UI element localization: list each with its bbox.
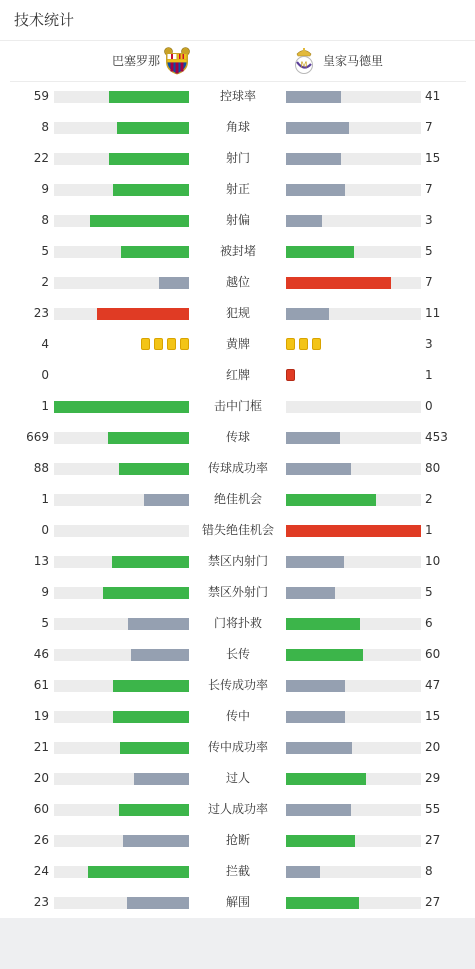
away-stat-bar-fill <box>286 897 359 909</box>
home-stat-value: 13 <box>33 554 49 568</box>
home-stat-bar-fill <box>103 587 189 599</box>
away-stat-value: 1 <box>425 368 433 382</box>
home-stat-bar-fill <box>90 215 189 227</box>
stat-row <box>0 670 475 701</box>
home-stat-bar <box>54 246 189 258</box>
away-stat-value: 5 <box>425 585 433 599</box>
stat-label: 角球 <box>225 120 250 134</box>
home-stat-bar <box>54 277 189 289</box>
home-stat-value: 26 <box>33 833 49 847</box>
home-stat-bar-fill <box>113 680 189 692</box>
stat-label: 解围 <box>225 895 250 909</box>
yellow-card-icon <box>141 338 150 350</box>
home-stat-bar-fill <box>131 649 189 661</box>
away-stat-value: 7 <box>425 275 433 289</box>
home-stat-bar <box>54 91 189 103</box>
away-stat-value: 453 <box>425 430 448 444</box>
away-stat-bar <box>286 866 421 878</box>
away-stat-bar-fill <box>286 742 352 754</box>
away-stat-bar <box>286 246 421 258</box>
away-stat-bar-fill <box>286 773 366 785</box>
stat-label: 抢断 <box>225 833 250 847</box>
away-stat-value: 3 <box>425 337 433 351</box>
away-stat-bar <box>286 215 421 227</box>
away-stat-bar-fill <box>286 184 345 196</box>
away-stat-value: 1 <box>425 523 433 537</box>
stat-label: 黄牌 <box>225 337 250 351</box>
stat-row <box>0 794 475 825</box>
stat-label: 射正 <box>225 182 250 196</box>
away-stat-bar-fill <box>286 649 363 661</box>
stat-label: 禁区外射门 <box>207 585 268 599</box>
away-stat-bar-fill <box>286 432 340 444</box>
home-team-name: 巴塞罗那 <box>111 54 160 68</box>
away-stat-bar-fill <box>286 556 344 568</box>
home-stat-bar-fill <box>54 401 189 413</box>
home-stat-value: 9 <box>41 182 49 196</box>
away-stat-bar-fill <box>286 494 376 506</box>
away-stat-bar-fill <box>286 463 351 475</box>
home-stat-bar <box>54 153 189 165</box>
stat-label: 绝佳机会 <box>213 492 262 506</box>
stat-row <box>0 577 475 608</box>
away-stat-bar <box>286 649 421 661</box>
home-stat-bar-fill <box>121 246 189 258</box>
stat-label: 控球率 <box>219 89 256 103</box>
home-stat-bar-fill <box>127 897 189 909</box>
home-stat-bar <box>54 897 189 909</box>
stat-row <box>0 825 475 856</box>
home-stat-bar <box>54 711 189 723</box>
section-title: 技术统计 <box>14 11 75 29</box>
stat-label: 越位 <box>225 275 250 289</box>
away-stat-value: 7 <box>425 120 433 134</box>
home-team[interactable] <box>112 47 190 75</box>
away-stat-bar <box>286 432 421 444</box>
away-stat-value: 7 <box>425 182 433 196</box>
home-stat-bar <box>54 215 189 227</box>
home-stat-bar <box>54 649 189 661</box>
stat-label: 拦截 <box>225 864 250 878</box>
away-stat-value: 11 <box>425 306 441 320</box>
stat-row <box>0 112 475 143</box>
away-stat-bar-fill <box>286 308 329 320</box>
home-stat-bar-fill <box>119 463 189 475</box>
home-stat-bar-fill <box>119 804 189 816</box>
away-stat-value: 3 <box>425 213 433 227</box>
home-stat-bar <box>54 742 189 754</box>
away-stat-bar-fill <box>286 122 349 134</box>
yellow-card-icon <box>154 338 163 350</box>
stat-row <box>0 453 475 484</box>
away-stat-value: 80 <box>425 461 441 475</box>
home-stat-bar-fill <box>109 153 189 165</box>
home-stat-value: 60 <box>33 802 49 816</box>
home-stat-bar-fill <box>117 122 189 134</box>
home-stat-bar-fill <box>159 277 189 289</box>
stat-row <box>0 143 475 174</box>
yellow-card-icon <box>167 338 176 350</box>
home-stat-value: 23 <box>33 306 49 320</box>
home-stat-bar-fill <box>123 835 189 847</box>
away-stat-bar <box>286 401 421 413</box>
away-stat-bar-fill <box>286 215 322 227</box>
home-stat-bar-fill <box>144 494 189 506</box>
home-stat-value: 1 <box>41 399 49 413</box>
stat-row <box>0 484 475 515</box>
header-divider <box>0 40 475 41</box>
away-stat-bar-fill <box>286 153 341 165</box>
stat-row <box>0 205 475 236</box>
home-stat-bar <box>54 494 189 506</box>
stat-label: 传球 <box>225 430 250 444</box>
away-stat-bar <box>286 525 421 537</box>
away-stat-bar <box>286 711 421 723</box>
stat-label: 错失绝佳机会 <box>201 523 274 537</box>
away-stat-value: 15 <box>425 709 441 723</box>
home-stat-bar <box>54 122 189 134</box>
stat-label: 犯规 <box>225 306 250 320</box>
home-stat-value: 0 <box>41 523 49 537</box>
yellow-card-icon <box>286 338 295 350</box>
away-stat-bar <box>286 308 421 320</box>
away-stat-bar-fill <box>286 835 355 847</box>
away-stat-value: 41 <box>425 89 441 103</box>
away-stat-bar <box>286 680 421 692</box>
away-stat-bar <box>286 804 421 816</box>
stat-label: 红牌 <box>225 368 250 382</box>
home-stat-bar-fill <box>108 432 189 444</box>
stat-label: 门将扑救 <box>213 616 262 630</box>
stat-label: 传中 <box>225 709 250 723</box>
home-stat-bar <box>54 556 189 568</box>
stat-row <box>0 422 475 453</box>
home-stat-bar <box>54 618 189 630</box>
away-stat-bar <box>286 773 421 785</box>
home-stat-bar-fill <box>88 866 189 878</box>
stat-label: 过人 <box>225 771 250 785</box>
home-stat-value: 669 <box>26 430 49 444</box>
home-stat-bar-fill <box>120 742 189 754</box>
home-stat-bar <box>54 308 189 320</box>
away-stat-bar-fill <box>286 618 360 630</box>
away-stat-bar <box>286 494 421 506</box>
home-stat-bar-fill <box>113 184 189 196</box>
home-stat-bar-fill <box>128 618 189 630</box>
stat-row <box>0 732 475 763</box>
stat-label: 过人成功率 <box>207 802 268 816</box>
away-stat-bar <box>286 153 421 165</box>
stat-row <box>0 515 475 546</box>
home-stat-value: 88 <box>33 461 49 475</box>
away-stat-bar-fill <box>286 804 351 816</box>
away-stat-bar-fill <box>286 680 345 692</box>
home-stat-bar-fill <box>112 556 189 568</box>
stat-row <box>0 701 475 732</box>
away-red-cards <box>286 369 295 383</box>
home-stat-value: 59 <box>33 89 49 103</box>
away-stat-bar-fill <box>286 525 421 537</box>
away-stat-bar <box>286 587 421 599</box>
home-stat-bar-fill <box>113 711 189 723</box>
home-stat-value: 24 <box>33 864 49 878</box>
yellow-card-icon <box>180 338 189 350</box>
real-madrid-crest-icon <box>291 47 317 75</box>
home-stat-value: 22 <box>33 151 49 165</box>
home-stat-value: 4 <box>41 337 49 351</box>
svg-text:M: M <box>300 60 308 70</box>
home-stat-bar <box>54 680 189 692</box>
away-stat-bar <box>286 618 421 630</box>
stat-label: 传球成功率 <box>207 461 268 475</box>
away-stat-bar <box>286 91 421 103</box>
away-stat-bar <box>286 742 421 754</box>
home-stat-value: 23 <box>33 895 49 909</box>
away-team[interactable] <box>291 47 383 75</box>
home-stat-bar <box>54 835 189 847</box>
away-stat-bar <box>286 184 421 196</box>
home-stat-bar <box>54 587 189 599</box>
away-stat-bar-fill <box>286 587 335 599</box>
home-stat-bar <box>54 804 189 816</box>
away-stat-bar-fill <box>286 866 320 878</box>
home-stat-bar-fill <box>109 91 189 103</box>
home-stat-bar <box>54 401 189 413</box>
away-stat-value: 27 <box>425 833 441 847</box>
yellow-card-icon <box>312 338 321 350</box>
away-stat-bar <box>286 277 421 289</box>
away-stat-bar-fill <box>286 711 345 723</box>
stat-row <box>0 267 475 298</box>
home-stat-value: 5 <box>41 244 49 258</box>
away-stat-bar <box>286 122 421 134</box>
stat-label: 击中门框 <box>213 399 262 413</box>
away-stat-bar <box>286 835 421 847</box>
stat-label: 长传 <box>225 647 250 661</box>
home-stat-value: 9 <box>41 585 49 599</box>
stats-list <box>0 81 475 918</box>
away-stat-bar-fill <box>286 277 391 289</box>
away-stat-value: 8 <box>425 864 433 878</box>
home-stat-bar-fill <box>134 773 189 785</box>
away-team-name: 皇家马德里 <box>323 54 384 68</box>
away-stat-value: 0 <box>425 399 433 413</box>
away-stat-value: 5 <box>425 244 433 258</box>
stat-label: 禁区内射门 <box>207 554 268 568</box>
stat-label: 长传成功率 <box>207 678 268 692</box>
away-stat-value: 29 <box>425 771 441 785</box>
barcelona-crest-icon <box>164 47 190 75</box>
stat-row <box>0 639 475 670</box>
stat-row <box>0 81 475 112</box>
stat-label: 射偏 <box>225 213 250 227</box>
away-stat-bar <box>286 556 421 568</box>
away-stat-bar <box>286 897 421 909</box>
home-stat-bar <box>54 463 189 475</box>
home-stat-bar <box>54 184 189 196</box>
home-stat-value: 8 <box>41 213 49 227</box>
away-stat-value: 20 <box>425 740 441 754</box>
away-stat-value: 10 <box>425 554 441 568</box>
home-stat-value: 2 <box>41 275 49 289</box>
away-stat-value: 2 <box>425 492 433 506</box>
stat-row <box>0 174 475 205</box>
home-stat-value: 0 <box>41 368 49 382</box>
away-stat-value: 27 <box>425 895 441 909</box>
away-stat-bar-fill <box>286 246 354 258</box>
stat-label: 传中成功率 <box>207 740 268 754</box>
stat-row <box>0 236 475 267</box>
home-stat-value: 46 <box>33 647 49 661</box>
stat-label: 射门 <box>225 151 250 165</box>
home-stat-bar-fill <box>97 308 189 320</box>
home-stat-value: 21 <box>33 740 49 754</box>
home-stat-bar <box>54 525 189 537</box>
away-stat-value: 15 <box>425 151 441 165</box>
home-yellow-cards <box>141 338 189 352</box>
away-stat-value: 55 <box>425 802 441 816</box>
home-stat-bar <box>54 773 189 785</box>
stat-row <box>0 608 475 639</box>
stat-label: 被封堵 <box>219 244 256 258</box>
home-stat-value: 5 <box>41 616 49 630</box>
home-stat-value: 61 <box>33 678 49 692</box>
away-stat-value: 47 <box>425 678 441 692</box>
home-stat-bar <box>54 432 189 444</box>
yellow-card-icon <box>299 338 308 350</box>
home-stat-value: 8 <box>41 120 49 134</box>
stat-row <box>0 856 475 887</box>
home-stat-value: 20 <box>33 771 49 785</box>
stat-row <box>0 329 475 360</box>
stat-row <box>0 360 475 391</box>
home-stat-bar <box>54 866 189 878</box>
stat-row <box>0 546 475 577</box>
stat-row <box>0 763 475 794</box>
home-stat-value: 19 <box>33 709 49 723</box>
away-yellow-cards <box>286 338 321 352</box>
away-stat-bar-fill <box>286 91 341 103</box>
stat-row <box>0 887 475 918</box>
home-stat-value: 1 <box>41 492 49 506</box>
away-stat-value: 60 <box>425 647 441 661</box>
away-stat-bar <box>286 463 421 475</box>
away-stat-value: 6 <box>425 616 433 630</box>
stat-row <box>0 298 475 329</box>
stat-row <box>0 391 475 422</box>
red-card-icon <box>286 369 295 381</box>
